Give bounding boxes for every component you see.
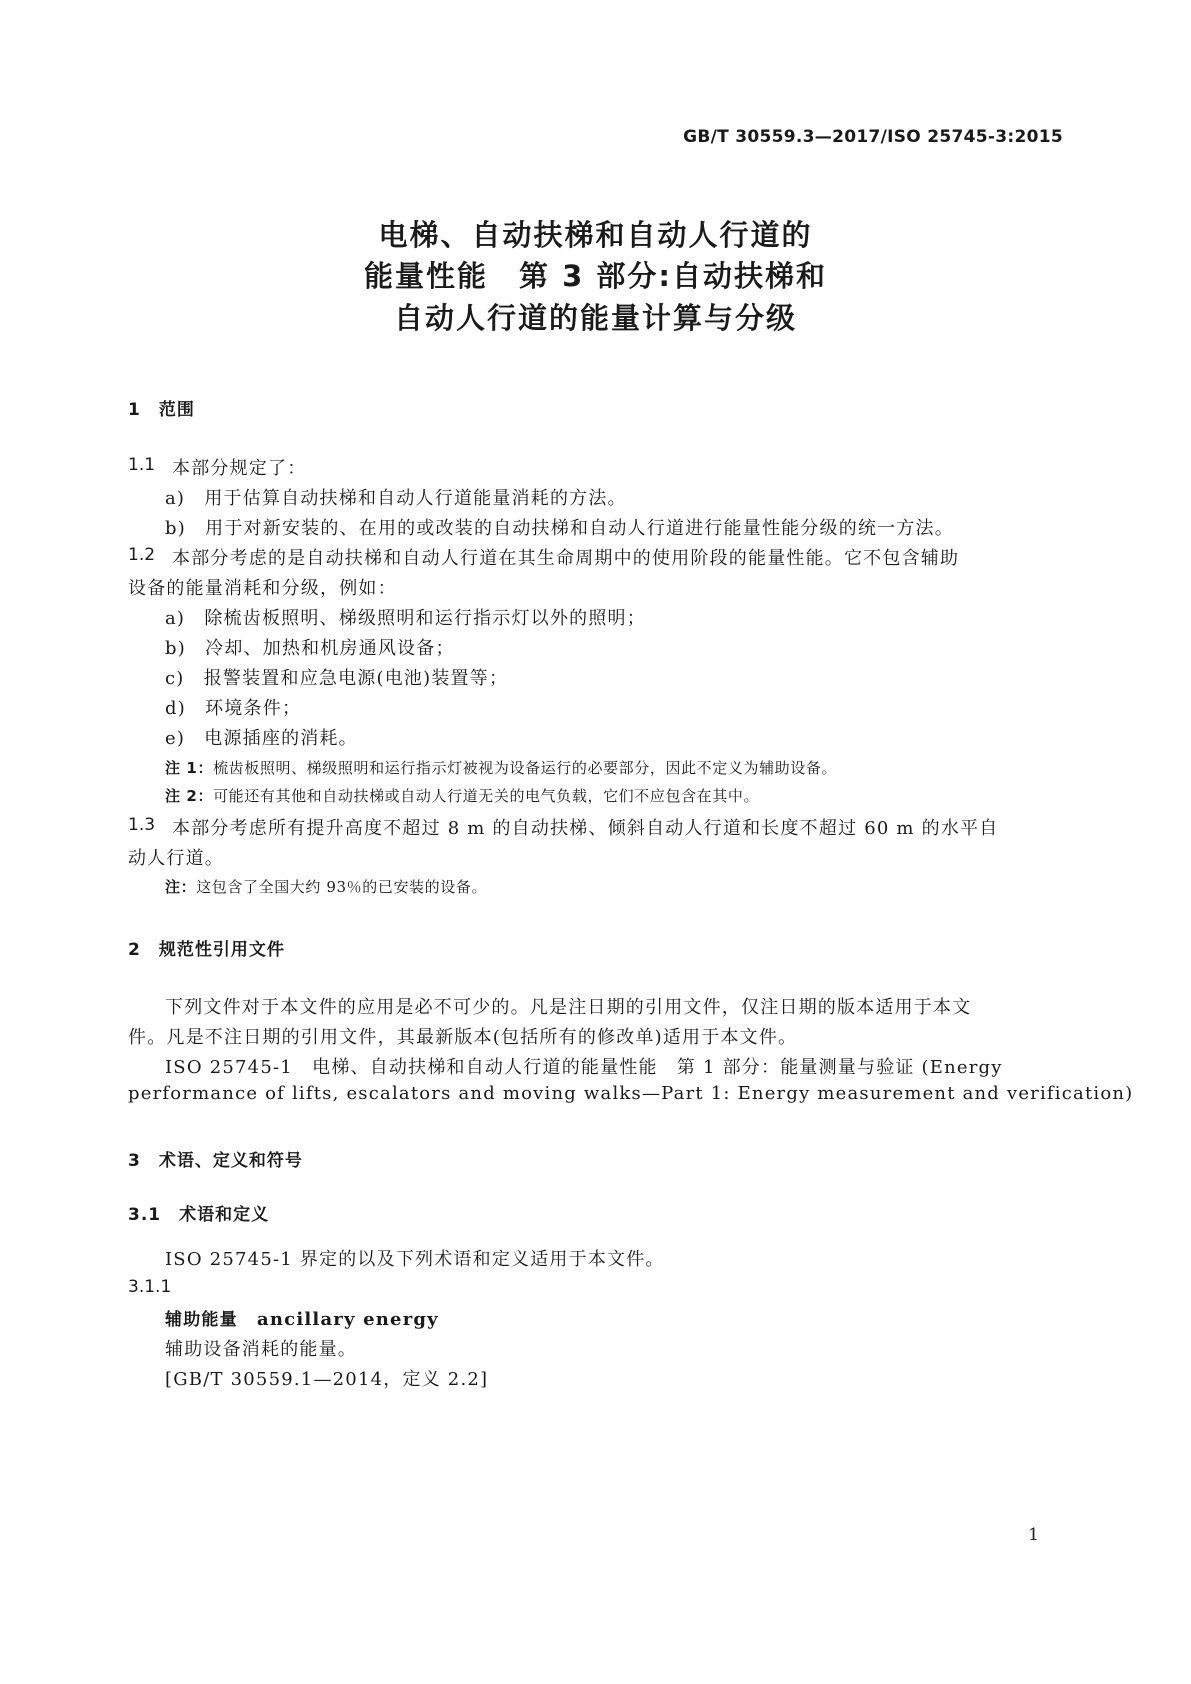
note-3 bbox=[165, 876, 487, 897]
term-definition: 辅助设备消耗的能量。 bbox=[165, 1339, 357, 1360]
term-3-1-1-number: 3.1.1 bbox=[128, 1277, 172, 1297]
clause-1-2-item-a: a) 除梳齿板照明、梯级照明和运行指示灯以外的照明； bbox=[165, 608, 646, 629]
clause-1-2-item-e: e) 电源插座的消耗。 bbox=[165, 728, 358, 749]
title-line-3: 自动人行道的能量计算与分级 bbox=[393, 301, 797, 335]
title-line-2: 能量性能 第 3 部分:自动扶梯和 bbox=[364, 259, 827, 293]
note-2-label: 注 2： bbox=[165, 787, 214, 805]
note-2 bbox=[165, 785, 759, 806]
clause-1-1-item-b: b) 用于对新安装的、在用的或改装的自动扶梯和自动人行道进行能量性能分级的统一方法。 bbox=[165, 518, 954, 539]
note-3-text: 这包含了全国大约 93％的已安装的设备。 bbox=[196, 878, 488, 896]
term-english: ancillary energy bbox=[257, 1309, 439, 1330]
note-3-label: 注： bbox=[165, 878, 197, 896]
section-2-heading: 2 规范性引用文件 bbox=[128, 940, 285, 960]
subsection-3-1-heading: 3.1 术语和定义 bbox=[128, 1205, 270, 1225]
note-1-label: 注 1： bbox=[165, 759, 214, 777]
clause-1-2-number: 1.2 bbox=[128, 545, 156, 565]
term-3-1-1-heading bbox=[165, 1305, 439, 1331]
title-line-1: 电梯、自动扶梯和自动人行道的 bbox=[378, 218, 813, 252]
clause-1-2-text: 本部分考虑的是自动扶梯和自动人行道在其生命周期中的使用阶段的能量性能。它不包含辅助 bbox=[172, 548, 960, 569]
clause-1-3-text: 本部分考虑所有提升高度不超过 8 m 的自动扶梯、倾斜自动人行道和长度不超过 60 m 的水平自 bbox=[172, 818, 999, 839]
clause-1-2-text-cont: 设备的能量消耗和分级，例如： bbox=[128, 578, 397, 599]
term-chinese: 辅助能量 bbox=[165, 1310, 238, 1330]
section-3-heading: 3 术语、定义和符号 bbox=[128, 1151, 303, 1171]
note-2-text: 可能还有其他和自动扶梯或自动人行道无关的电气负载，它们不应包含在其中。 bbox=[213, 787, 760, 805]
normative-reference-1: ISO 25745-1 电梯、自动扶梯和自动人行道的能量性能 第 1 部分：能量测量与验证 (Energy bbox=[165, 1057, 1003, 1078]
clause-1-1-item-a: a) 用于估算自动扶梯和自动人行道能量消耗的方法。 bbox=[165, 488, 627, 509]
note-1 bbox=[165, 757, 837, 778]
clause-1-3-number: 1.3 bbox=[128, 815, 156, 835]
clause-1-1-number: 1.1 bbox=[128, 455, 156, 475]
term-source: [GB/T 30559.1—2014，定义 2.2] bbox=[165, 1369, 489, 1390]
clause-1-2-item-d: d) 环境条件； bbox=[165, 698, 302, 719]
clause-1-3-text-cont: 动人行道。 bbox=[128, 848, 224, 869]
clause-1-2-item-c: c) 报警装置和应急电源(电池)装置等； bbox=[165, 668, 509, 689]
section-2-paragraph-cont: 件。凡是不注日期的引用文件，其最新版本(包括所有的修改单)适用于本文件。 bbox=[128, 1027, 798, 1048]
clause-1-2-item-b: b) 冷却、加热和机房通风设备； bbox=[165, 638, 455, 659]
section-1-heading: 1 范围 bbox=[128, 400, 195, 420]
subsection-3-1-paragraph: ISO 25745-1 界定的以及下列术语和定义适用于本文件。 bbox=[165, 1249, 665, 1270]
normative-reference-1-cont: performance of lifts, escalators and moving walks—Part 1: Energy measurement and verification) bbox=[128, 1083, 1134, 1104]
section-2-paragraph: 下列文件对于本文件的应用是必不可少的。凡是注日期的引用文件，仅注日期的版本适用于本文 bbox=[165, 997, 972, 1018]
page-number: 1 bbox=[1028, 1525, 1039, 1545]
standard-code: GB/T 30559.3—2017/ISO 25745-3:2015 bbox=[683, 127, 1063, 147]
clause-1-1-text: 本部分规定了： bbox=[172, 458, 307, 479]
note-1-text: 梳齿板照明、梯级照明和运行指示灯被视为设备运行的必要部分，因此不定义为辅助设备。 bbox=[213, 759, 838, 777]
